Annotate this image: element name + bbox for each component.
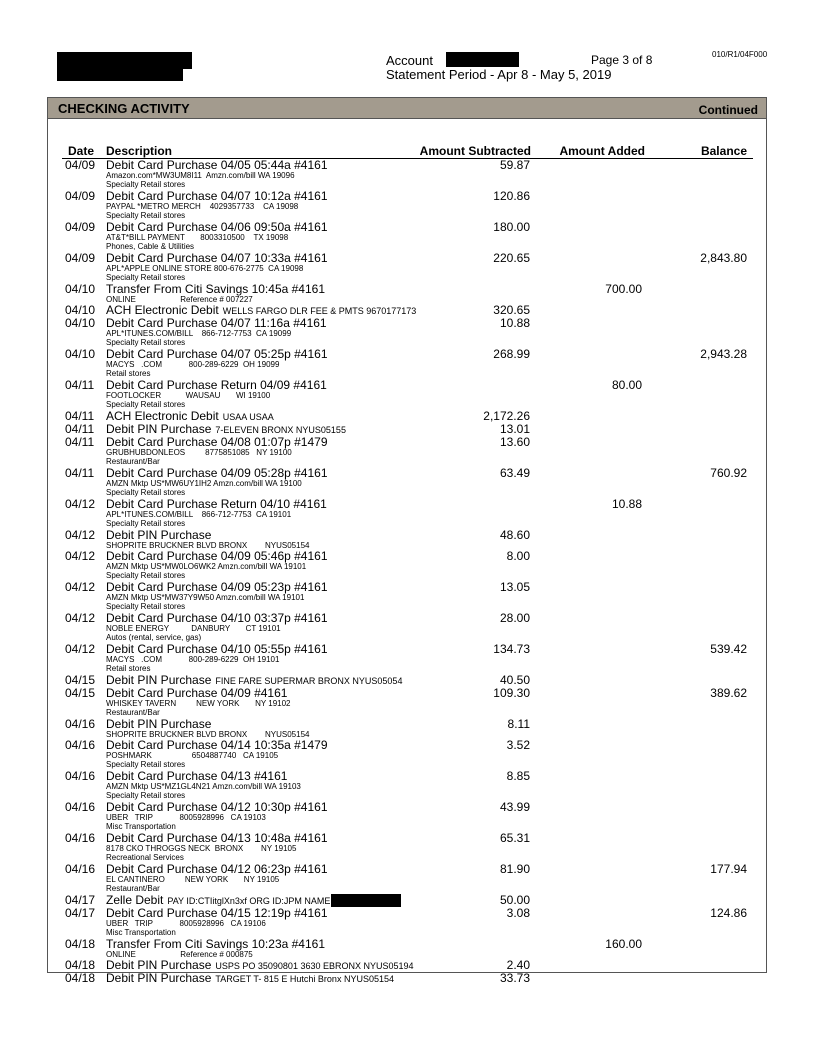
transaction-merchant-detail: POSHMARK 6504887740 CA 19105 — [106, 751, 279, 760]
amount-subtracted: 109.30 — [493, 686, 530, 700]
transaction-row — [48, 498, 766, 529]
transaction-row — [48, 938, 766, 959]
transaction-category: Restaurant/Bar — [106, 884, 160, 893]
transaction-row — [48, 972, 766, 985]
section-title: CHECKING ACTIVITY — [58, 101, 190, 116]
amount-subtracted: 13.60 — [499, 435, 530, 449]
transaction-category: Misc Transportation — [106, 822, 176, 831]
transaction-row — [48, 159, 766, 190]
transaction-description: Debit Card Purchase 04/09 #4161 — [106, 686, 288, 700]
transaction-date: 04/16 — [65, 717, 96, 731]
amount-subtracted: 43.99 — [499, 800, 530, 814]
transaction-description: Debit Card Purchase 04/09 05:46p #4161 — [106, 549, 328, 563]
transaction-description: Debit Card Purchase Return 04/10 #4161 — [106, 497, 327, 511]
transaction-merchant-inline: USAA USAA — [222, 412, 274, 422]
transaction-merchant-detail: UBER TRIP 8005928996 CA 19106 — [106, 919, 266, 928]
transaction-merchant-detail: MACYS .COM 800-289-6229 OH 19099 — [106, 360, 280, 369]
transaction-merchant-detail: APL*ITUNES.COM/BILL 866-712-7753 CA 19099 — [106, 329, 292, 338]
transaction-date: 04/09 — [65, 251, 96, 265]
continued-label: Continued — [698, 103, 758, 117]
transaction-row — [48, 770, 766, 801]
transaction-category: Retail stores — [106, 369, 151, 378]
balance: 389.62 — [710, 686, 747, 700]
amount-subtracted: 134.73 — [493, 642, 530, 656]
transaction-description: Debit PIN Purchase — [106, 717, 212, 731]
transaction-row — [48, 832, 766, 863]
transaction-merchant-detail: SHOPRITE BRUCKNER BLVD BRONX NYUS05154 — [106, 730, 310, 739]
transaction-row — [48, 379, 766, 410]
transaction-description: Debit Card Purchase 04/07 05:25p #4161 — [106, 347, 328, 361]
transaction-category: Specialty Retail stores — [106, 519, 186, 528]
transaction-category: Specialty Retail stores — [106, 273, 186, 282]
transaction-merchant-detail: FOOTLOCKER WAUSAU WI 19100 — [106, 391, 271, 400]
transaction-date: 04/12 — [65, 580, 96, 594]
transaction-merchant-inline: PAY ID:CTIitglXn3xf ORG ID:JPM NAME — [167, 896, 331, 906]
transaction-category: Specialty Retail stores — [106, 602, 186, 611]
transaction-merchant-detail: AMZN Mktp US*MW0LO6WK2 Amzn.com/bill WA 19101 — [106, 562, 307, 571]
amount-added: 80.00 — [611, 378, 642, 392]
transaction-date: 04/18 — [65, 958, 96, 972]
transaction-date: 04/11 — [65, 378, 95, 392]
balance: 124.86 — [710, 906, 747, 920]
amount-subtracted: 50.00 — [499, 893, 530, 907]
transaction-date: 04/11 — [65, 466, 95, 480]
transaction-date: 04/09 — [65, 158, 96, 172]
transaction-row — [48, 436, 766, 467]
transaction-merchant-detail: 8178 CKO THROGGS NECK BRONX NY 19105 — [106, 844, 297, 853]
transaction-description: Debit Card Purchase 04/10 03:37p #4161 — [106, 611, 328, 625]
transaction-row — [48, 643, 766, 674]
transaction-category: Restaurant/Bar — [106, 457, 160, 466]
transaction-date: 04/10 — [65, 347, 96, 361]
transaction-row — [48, 687, 766, 718]
transaction-date: 04/12 — [65, 497, 96, 511]
amount-subtracted: 81.90 — [499, 862, 530, 876]
transaction-date: 04/15 — [65, 686, 96, 700]
amount-subtracted: 220.65 — [493, 251, 530, 265]
balance: 2,943.28 — [700, 347, 747, 361]
transaction-description-text: Debit PIN Purchase — [106, 673, 212, 687]
balance: 177.94 — [710, 862, 747, 876]
amount-subtracted: 320.65 — [493, 303, 530, 317]
transaction-description: Transfer From Citi Savings 10:45a #4161 — [106, 282, 325, 296]
transaction-merchant-inline: TARGET T- 815 E Hutchi Bronx NYUS05154 — [215, 974, 394, 984]
amount-added: 10.88 — [611, 497, 642, 511]
transaction-date: 04/18 — [65, 971, 96, 985]
amount-subtracted: 120.86 — [493, 189, 530, 203]
transaction-date: 04/17 — [65, 893, 96, 907]
transaction-description: Debit Card Purchase 04/09 05:23p #4161 — [106, 580, 328, 594]
amount-subtracted: 2,172.26 — [483, 409, 530, 423]
transaction-date: 04/10 — [65, 282, 96, 296]
transaction-category: Specialty Retail stores — [106, 400, 186, 409]
transaction-date: 04/09 — [65, 220, 96, 234]
transaction-description: Transfer From Citi Savings 10:23a #4161 — [106, 937, 325, 951]
transaction-merchant-inline: USPS PO 35090801 3630 EBRONX NYUS05194 — [215, 961, 414, 971]
transaction-merchant-inline: 7-ELEVEN BRONX NYUS05155 — [215, 425, 346, 435]
amount-subtracted: 8.00 — [506, 549, 530, 563]
transaction-date: 04/11 — [65, 409, 95, 423]
checking-activity-panel — [47, 97, 767, 985]
transaction-merchant-inline: FINE FARE SUPERMAR BRONX NYUS05054 — [215, 676, 403, 686]
transaction-row — [48, 863, 766, 894]
transaction-description-text: Debit PIN Purchase — [106, 958, 212, 972]
transaction-row — [48, 801, 766, 832]
amount-subtracted: 268.99 — [493, 347, 530, 361]
transaction-row — [48, 252, 766, 283]
transaction-date: 04/16 — [65, 769, 96, 783]
amount-subtracted: 2.40 — [506, 958, 530, 972]
transaction-description-text: Debit PIN Purchase — [106, 422, 212, 436]
redacted-account-number — [446, 52, 519, 67]
transaction-merchant-detail: PAYPAL *METRO MERCH 4029357733 CA 19098 — [106, 202, 299, 211]
transaction-date: 04/15 — [65, 673, 96, 687]
redacted-name-block-2 — [57, 67, 183, 81]
transaction-row — [48, 221, 766, 252]
column-header-description: Description — [106, 144, 173, 158]
section-banner — [48, 98, 766, 119]
column-header-amount-subtracted: Amount Subtracted — [419, 144, 531, 158]
transaction-category: Specialty Retail stores — [106, 180, 186, 189]
transaction-category: Retail stores — [106, 664, 151, 673]
transaction-description: Debit Card Purchase 04/05 05:44a #4161 — [106, 158, 328, 172]
transaction-date: 04/18 — [65, 937, 96, 951]
transaction-description: Debit Card Purchase 04/07 10:33a #4161 — [106, 251, 328, 265]
transaction-description: Debit Card Purchase 04/07 10:12a #4161 — [106, 189, 328, 203]
transaction-merchant-detail: WHISKEY TAVERN NEW YORK NY 19102 — [106, 699, 291, 708]
transaction-row — [48, 739, 766, 770]
transaction-date: 04/12 — [65, 611, 96, 625]
amount-subtracted: 3.52 — [506, 738, 530, 752]
transaction-merchant-detail: EL CANTINERO NEW YORK NY 19105 — [106, 875, 280, 884]
transaction-merchant-detail: NOBLE ENERGY DANBURY CT 19101 — [106, 624, 281, 633]
transaction-date: 04/16 — [65, 862, 96, 876]
amount-subtracted: 28.00 — [499, 611, 530, 625]
transaction-category: Specialty Retail stores — [106, 791, 186, 800]
transaction-description: Debit Card Purchase Return 04/09 #4161 — [106, 378, 327, 392]
transaction-row — [48, 718, 766, 739]
transaction-category: Specialty Retail stores — [106, 211, 186, 220]
transaction-merchant-detail: ONLINE Reference # 000875 — [106, 950, 253, 959]
transaction-row — [48, 550, 766, 581]
transaction-date: 04/17 — [65, 906, 96, 920]
amount-subtracted: 33.73 — [499, 971, 530, 985]
transaction-merchant-detail: UBER TRIP 8005928996 CA 19103 — [106, 813, 266, 822]
transaction-description: Debit Card Purchase 04/09 05:28p #4161 — [106, 466, 328, 480]
transaction-description — [106, 972, 394, 986]
transaction-description: Debit Card Purchase 04/10 05:55p #4161 — [106, 642, 328, 656]
amount-subtracted: 3.08 — [506, 906, 530, 920]
column-header-date: Date — [68, 144, 95, 158]
balance: 539.42 — [710, 642, 747, 656]
transaction-merchant-detail: AMZN Mktp US*MZ1GL4N21 Amzn.com/bill WA 19103 — [106, 782, 301, 791]
amount-subtracted: 13.05 — [499, 580, 530, 594]
transaction-merchant-detail: SHOPRITE BRUCKNER BLVD BRONX NYUS05154 — [106, 541, 310, 550]
transaction-date: 04/16 — [65, 738, 96, 752]
transaction-description: Debit Card Purchase 04/12 06:23p #4161 — [106, 862, 328, 876]
account-label: Account — [386, 53, 433, 68]
transaction-merchant-detail: ONLINE Reference # 007227 — [106, 295, 253, 304]
transaction-row — [48, 907, 766, 938]
transaction-description: Debit Card Purchase 04/12 10:30p #4161 — [106, 800, 328, 814]
transaction-list — [48, 159, 766, 985]
transaction-row — [48, 529, 766, 550]
amount-subtracted: 65.31 — [499, 831, 530, 845]
transaction-merchant-detail: MACYS .COM 800-289-6229 OH 19101 — [106, 655, 280, 664]
transaction-row — [48, 317, 766, 348]
amount-subtracted: 40.50 — [499, 673, 530, 687]
transaction-description-text: ACH Electronic Debit — [106, 303, 219, 317]
transaction-category: Specialty Retail stores — [106, 571, 186, 580]
transaction-merchant-detail: APL*ITUNES.COM/BILL 866-712-7753 CA 19101 — [106, 510, 292, 519]
transaction-category: Recreational Services — [106, 853, 184, 862]
amount-subtracted: 10.88 — [499, 316, 530, 330]
transaction-description-text: Zelle Debit — [106, 893, 164, 907]
transaction-description-text: Debit PIN Purchase — [106, 971, 212, 985]
amount-added: 700.00 — [605, 282, 642, 296]
transaction-description: Debit Card Purchase 04/06 09:50a #4161 — [106, 220, 328, 234]
amount-subtracted: 59.87 — [499, 158, 530, 172]
transaction-merchant-detail: APL*APPLE ONLINE STORE 800-676-2775 CA 19098 — [106, 264, 304, 273]
transaction-merchant-detail: AT&T*BILL PAYMENT 8003310500 TX 19098 — [106, 233, 289, 242]
transaction-description: Debit Card Purchase 04/08 01:07p #1479 — [106, 435, 328, 449]
transaction-merchant-detail: AMZN Mktp US*MW37Y9W50 Amzn.com/bill WA 19101 — [106, 593, 305, 602]
redacted-payee — [331, 894, 401, 907]
statement-period: Statement Period - Apr 8 - May 5, 2019 — [386, 67, 612, 82]
transaction-date: 04/10 — [65, 316, 96, 330]
transaction-category: Autos (rental, service, gas) — [106, 633, 202, 642]
transaction-row — [48, 190, 766, 221]
transaction-category: Specialty Retail stores — [106, 760, 186, 769]
transaction-date: 04/12 — [65, 528, 96, 542]
document-id: 010/R1/04F000 — [712, 50, 768, 59]
transaction-date: 04/12 — [65, 642, 96, 656]
transaction-description: Debit Card Purchase 04/14 10:35a #1479 — [106, 738, 328, 752]
transaction-date: 04/16 — [65, 800, 96, 814]
transaction-date: 04/09 — [65, 189, 96, 203]
transaction-category: Specialty Retail stores — [106, 488, 186, 497]
transaction-row — [48, 348, 766, 379]
transaction-date: 04/16 — [65, 831, 96, 845]
page-number: Page 3 of 8 — [591, 53, 653, 67]
balance: 760.92 — [710, 466, 747, 480]
transaction-merchant-detail: Amazon.com*MW3UM8I11 Amzn.com/bill WA 19096 — [106, 171, 295, 180]
amount-subtracted: 8.85 — [506, 769, 530, 783]
transaction-row — [48, 467, 766, 498]
transaction-category: Restaurant/Bar — [106, 708, 160, 717]
transaction-row — [48, 581, 766, 612]
amount-subtracted: 48.60 — [499, 528, 530, 542]
amount-subtracted: 8.11 — [507, 717, 530, 731]
transaction-category: Misc Transportation — [106, 928, 176, 937]
transaction-date: 04/10 — [65, 303, 96, 317]
transaction-date: 04/12 — [65, 549, 96, 563]
amount-subtracted: 180.00 — [493, 220, 530, 234]
transaction-row — [48, 283, 766, 304]
transaction-description: Debit Card Purchase 04/13 #4161 — [106, 769, 288, 783]
transaction-category: Phones, Cable & Utilities — [106, 242, 195, 251]
transaction-description: Debit Card Purchase 04/13 10:48a #4161 — [106, 831, 328, 845]
transaction-merchant-detail: AMZN Mktp US*MW6UY1IH2 Amzn.com/bill WA 19100 — [106, 479, 302, 488]
transaction-date: 04/11 — [65, 422, 95, 436]
column-header-amount-added: Amount Added — [559, 144, 645, 158]
amount-added: 160.00 — [605, 937, 642, 951]
amount-subtracted: 63.49 — [499, 466, 530, 480]
balance: 2,843.80 — [700, 251, 747, 265]
amount-subtracted: 13.01 — [499, 422, 530, 436]
transaction-category: Specialty Retail stores — [106, 338, 186, 347]
transaction-description: Debit Card Purchase 04/07 11:16a #4161 — [106, 316, 327, 330]
transaction-date: 04/11 — [65, 435, 95, 449]
transaction-description: Debit PIN Purchase — [106, 528, 212, 542]
transaction-merchant-inline: WELLS FARGO DLR FEE & PMTS 9670177173 — [222, 306, 417, 316]
transaction-description: Debit Card Purchase 04/15 12:19p #4161 — [106, 906, 328, 920]
column-header-balance: Balance — [700, 144, 747, 158]
transaction-description-text: ACH Electronic Debit — [106, 409, 219, 423]
transaction-row — [48, 612, 766, 643]
transaction-merchant-detail: GRUBHUBDONLEOS 8775851085 NY 19100 — [106, 448, 292, 457]
